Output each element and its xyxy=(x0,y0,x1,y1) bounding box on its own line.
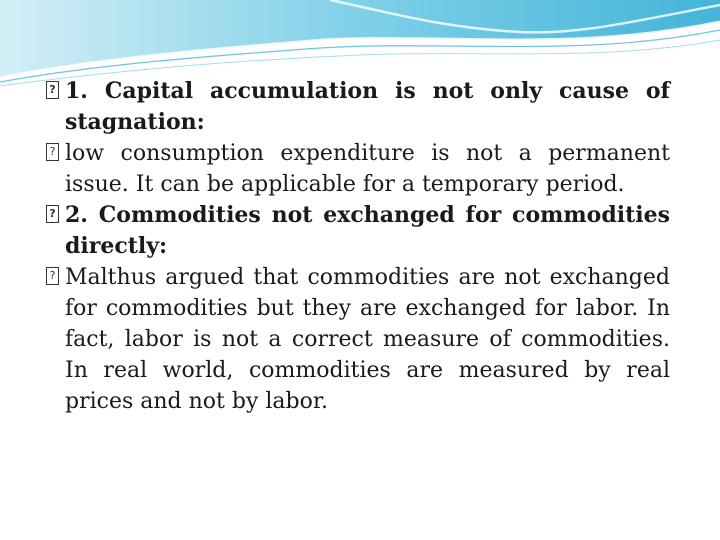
bullet-text: 2. Commodities not exchanged for commodities directly: xyxy=(65,202,670,259)
bullet-icon: ? xyxy=(46,267,59,285)
bullet-icon: ? xyxy=(46,143,59,161)
bullet-text: 1. Capital accumulation is not only cause of stagnation: xyxy=(65,78,670,135)
bullet-icon: ? xyxy=(46,81,59,99)
bullet-text: low consumption expenditure is not a permanent issue. It can be applicable for a temporary period. xyxy=(65,141,670,197)
bullet-item-1 xyxy=(46,138,670,200)
slide-body xyxy=(46,76,670,417)
bullet-icon: ? xyxy=(46,205,59,223)
bullet-text: Malthus argued that commodities are not exchanged for commodities but they are exchanged for labor. In fact, labor is not a correct measure of commodities. In real world, commodities are measured by real prices and not by labor. xyxy=(65,265,670,414)
bullet-item-heading-2 xyxy=(46,200,670,262)
bullet-item-heading-1 xyxy=(46,76,670,138)
bullet-item-2 xyxy=(46,262,670,417)
